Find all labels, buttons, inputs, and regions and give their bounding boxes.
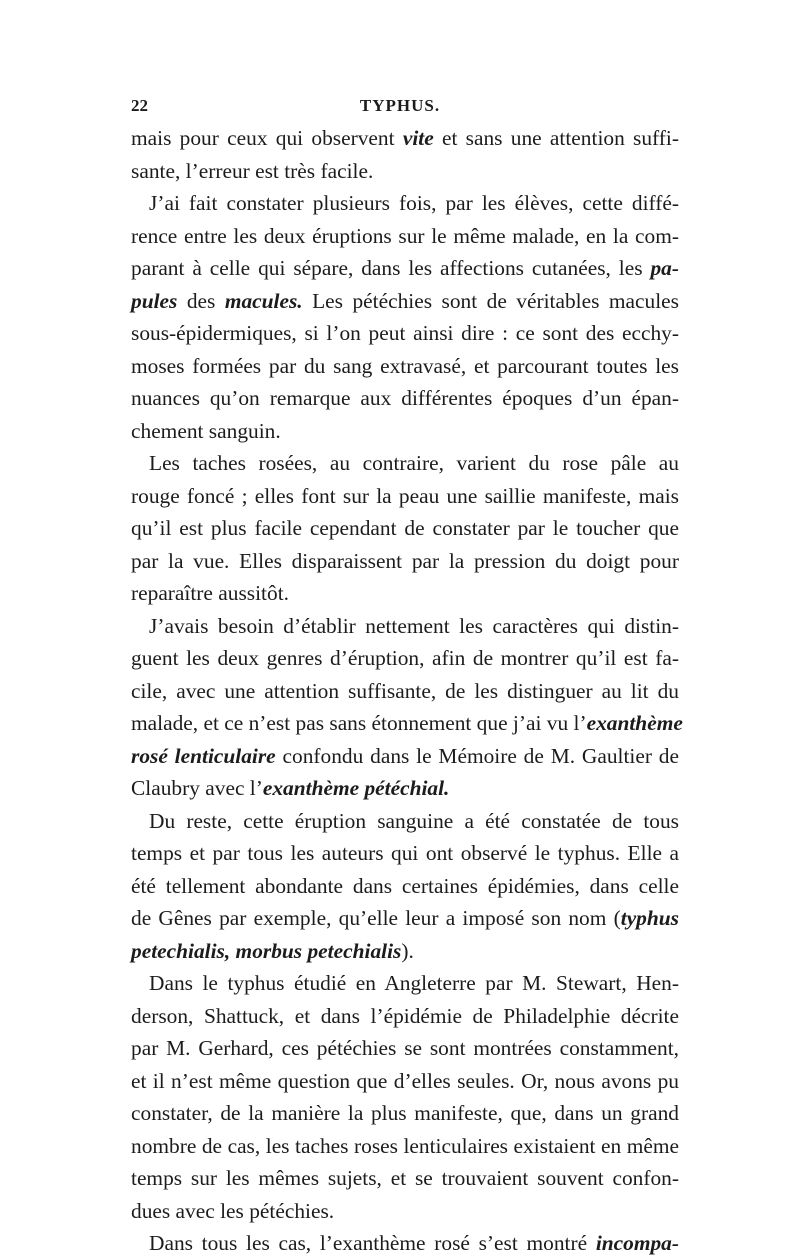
page-number: 22: [131, 96, 148, 115]
text-line: [131, 870, 679, 903]
text-run: été tellement abondante dans certaines épidémies, dans celle: [131, 873, 679, 898]
text-run: temps sur les mêmes sujets, et se trouvaient souvent confon-: [131, 1166, 679, 1190]
text-line: [131, 285, 679, 318]
italic-text: incompa-: [595, 1231, 679, 1255]
italic-text: pules: [131, 288, 178, 313]
text-line: [131, 480, 679, 513]
text-line: [131, 1162, 679, 1195]
text-run: qu’il est plus facile cependant de constater par le toucher que: [131, 516, 679, 540]
text-line: [131, 252, 679, 285]
text-run: derson, Shattuck, et dans l’épidémie de Philadelphie décrite: [131, 1003, 679, 1028]
text-run: guent les deux genres d’éruption, afin de montrer qu’il est fa-: [131, 646, 679, 670]
text-run: confondu dans le Mémoire de M. Gaultier de: [275, 743, 679, 768]
text-line: [131, 122, 679, 155]
italic-text: macules.: [224, 288, 303, 313]
text-line: [131, 967, 679, 1000]
text-run: par la vue. Elles disparaissent par la pression du doigt pour: [131, 548, 679, 573]
text-run: sante, l’erreur est très facile.: [131, 158, 374, 183]
text-run: Les pétéchies sont de véritables macules: [302, 288, 679, 313]
text-line: [131, 1065, 679, 1098]
text-line: [131, 1097, 679, 1130]
text-run: nombre de cas, les taches roses lenticulaires existaient en même: [131, 1133, 679, 1158]
italic-text: vite: [402, 126, 434, 150]
text-run: par M. Gerhard, ces pétéchies se sont montrées constamment,: [131, 1036, 679, 1060]
text-line: [131, 1032, 679, 1065]
text-run: rouge foncé ; elles font sur la peau une saillie manifeste, mais: [131, 483, 679, 508]
text-line: [131, 415, 679, 448]
text-line: [131, 707, 683, 740]
text-line: [131, 512, 679, 545]
text-run: temps et par tous les auteurs qui ont observé le typhus. Elle a: [131, 841, 679, 865]
text-line: [131, 317, 679, 350]
text-run: de Gênes par exemple, qu’elle leur a imposé son nom (: [131, 906, 621, 930]
body-text: [131, 122, 683, 1260]
text-line: [131, 1195, 679, 1228]
text-line: [131, 187, 679, 220]
text-run: rence entre les deux éruptions sur le même malade, en la com-: [131, 223, 679, 248]
running-title: TYPHUS.: [359, 96, 441, 115]
italic-text: rosé lenticulaire: [131, 743, 276, 768]
text-run: dues avec les pétéchies.: [131, 1198, 335, 1223]
text-line: [131, 610, 679, 643]
text-line: [131, 545, 679, 578]
text-run: chement sanguin.: [131, 418, 281, 443]
running-head: [131, 96, 669, 124]
text-line: [131, 1000, 679, 1033]
text-run: des: [177, 288, 225, 313]
text-run: Du reste, cette éruption sanguine a été constatée de tous: [149, 808, 679, 833]
text-line: [131, 1227, 679, 1260]
text-run: Les taches rosées, au contraire, varient du rose pâle au: [149, 451, 679, 475]
text-line: [131, 642, 679, 675]
text-line: [131, 1130, 679, 1163]
text-run: cile, avec une attention suffisante, de les distinguer au lit du: [131, 678, 679, 703]
text-line: [131, 805, 679, 838]
text-run: parant à celle qui sépare, dans les affections cutanées, les: [131, 256, 651, 280]
text-run: J’avais besoin d’établir nettement les caractères qui distin-: [149, 613, 679, 638]
text-run: et il n’est même question que d’elles seules. Or, nous avons pu: [131, 1068, 679, 1093]
text-line: [131, 155, 679, 188]
text-run: moses formées par du sang extravasé, et parcourant toutes les: [131, 353, 679, 378]
text-run: J’ai fait constater plusieurs fois, par les élèves, cette diffé-: [149, 191, 679, 215]
text-run: et sans une attention suffi-: [433, 126, 679, 150]
text-run: constater, de la manière la plus manifeste, que, dans un grand: [131, 1101, 679, 1125]
text-line: [131, 350, 679, 383]
text-run: ).: [401, 938, 414, 963]
text-line: [131, 577, 679, 610]
text-run: Dans tous les cas, l’exanthème rosé s’est montré: [149, 1231, 596, 1255]
italic-text: petechialis, morbus petechialis: [131, 938, 402, 963]
text-line: [131, 935, 679, 968]
text-line: [131, 902, 679, 935]
text-run: sous-épidermiques, si l’on peut ainsi dire : ce sont des ecchy-: [131, 321, 679, 345]
italic-text: exanthème pétéchial.: [262, 776, 450, 800]
italic-text: exanthème: [586, 711, 683, 735]
text-line: [131, 675, 679, 708]
italic-text: pa-: [650, 256, 679, 280]
text-run: Claubry avec l’: [131, 776, 263, 800]
text-run: reparaître aussitôt.: [131, 581, 289, 605]
text-run: Dans le typhus étudié en Angleterre par M. Stewart, Hen-: [149, 971, 679, 995]
text-line: [131, 740, 679, 773]
text-line: [131, 447, 679, 480]
text-line: [131, 837, 679, 870]
italic-text: typhus: [620, 906, 679, 930]
text-line: [131, 772, 679, 805]
text-line: [131, 220, 679, 253]
text-run: malade, et ce n’est pas sans étonnement que j’ai vu l’: [131, 711, 587, 735]
text-run: nuances qu’on remarque aux différentes époques d’un épan-: [131, 386, 679, 410]
text-line: [131, 382, 679, 415]
text-run: mais pour ceux qui observent: [131, 126, 403, 150]
